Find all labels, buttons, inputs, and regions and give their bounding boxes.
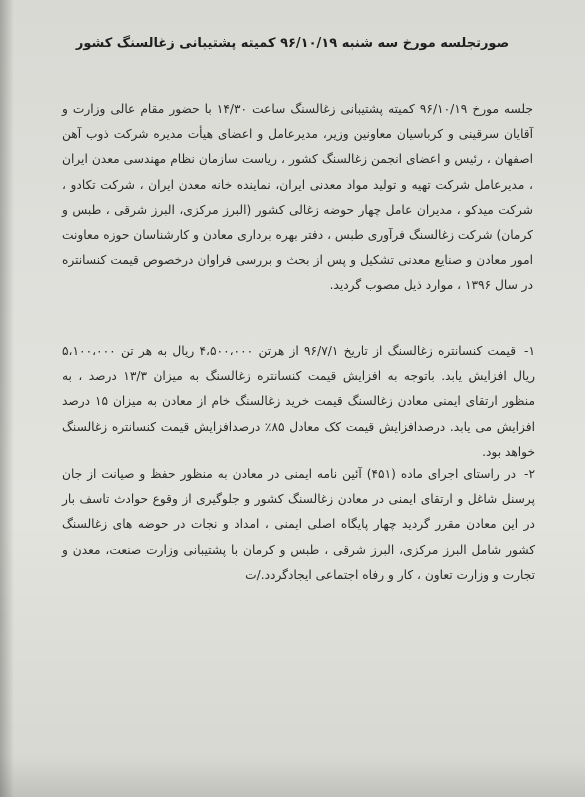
page-bottom-shade xyxy=(0,757,585,797)
resolution-item-2 xyxy=(62,462,535,588)
intro-paragraph: جلسه مورخ ۹۶/۱۰/۱۹ کمیته پشتیبانی زغالسنگ ساعت ۱۴/۳۰ با حضور مقام عالی وزارت و آقایان سرقینی و کرباسیان معاونین وزیر، مدیرعامل و اعضای هیأت مدیره شرکت ذوب آهن اصفهان ، رئیس و اعضای انجمن زغالسنگ کشور ، ریاست سازمان نظام مهندسی معدن ایران ، مدیرعامل شرکت تهیه و تولید مواد معدنی ایران، نماینده خانه معدن ایران ، شرکت تکادو ، شرکت میدکو ، مدیران عامل چهار حوضه زغالی کشور (البرز مرکزی، البرز شرقی ، طبس و کرمان) شرکت زغالسنگ فرآوری طبس ، دفتر بهره برداری معادن و کارشناسان حوزه معاونت امور معادن و صنایع معدنی تشکیل و پس از بحث و بررسی فراوان درخصوص قیمت کنسانتره در سال ۱۳۹۶ ، موارد ذیل مصوب گردید. xyxy=(62,102,533,293)
resolution-item-1 xyxy=(62,339,535,465)
document-title: صورتجلسه مورخ سه شنبه ۹۶/۱۰/۱۹ کمیته پشتیبانی زغالسنگ کشور xyxy=(75,36,510,51)
item-2-number: ۲- xyxy=(524,467,535,481)
item-1-number: ۱- xyxy=(524,344,535,358)
item-2-text: در راستای اجرای ماده (۴۵۱) آئین نامه ایمنی در معادن به منظور حفظ و صیانت از جان پرسنل شاغل و ارتقای ایمنی در معادن زغالسنگ کشور و جلوگیری از وقوع حوادث تاسف بار در این معادن مقرر گردید چهار پایگاه اصلی ایمنی ، امداد و نجات در حوضه های زغالسنگ کشور شامل البرز مرکزی، البرز شرقی ، طبس و کرمان با پشتیبانی وزارت صنعت، معدن و تجارت و وزارت تعاون ، کار و رفاه اجتماعی ایجادگردد./ت xyxy=(62,467,535,582)
item-1-text: قیمت کنسانتره زغالسنگ از تاریخ ۹۶/۷/۱ از هرتن ۴،۵۰۰،۰۰۰ ریال به هر تن ۵،۱۰۰،۰۰۰ ریال افزایش یابد. باتوجه به افزایش قیمت کنسانتره زغالسنگ به میزان ۱۳/۳ درصد ، به منظور ارتقای ایمنی معادن زغالسنگ قیمت خرید زغالسنگ خام از معادن به میزان ۱۵ درصد افزایش می یابد. درصدافزایش قیمت کک معادل ۸۵٪ درصدافزایش قیمت کنسانتره زغالسنگ خواهد بود. xyxy=(62,344,535,459)
